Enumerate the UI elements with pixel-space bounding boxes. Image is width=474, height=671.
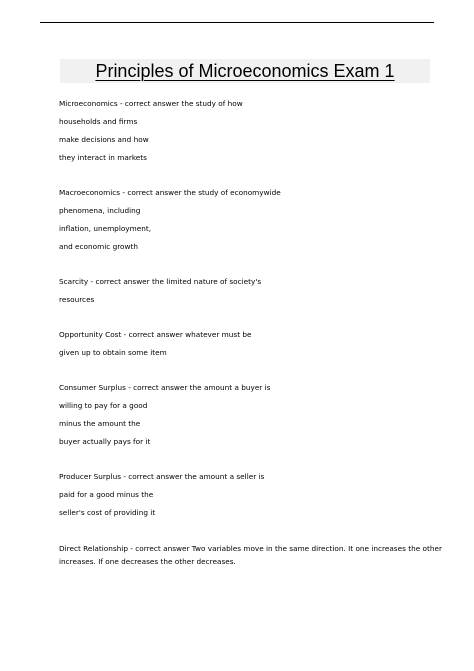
term-line: inflation, unemployment, xyxy=(59,224,152,233)
term-line: seller's cost of providing it xyxy=(59,508,156,517)
term-direct-relationship xyxy=(59,539,449,568)
term-line: Producer Surplus - correct answer the amount a seller is xyxy=(59,472,265,481)
term-line: Scarcity - correct answer the limited nature of society's xyxy=(59,277,262,286)
top-divider xyxy=(40,22,434,23)
term-line: they interact in markets xyxy=(59,153,147,162)
flashcard-list xyxy=(59,95,449,585)
term-line: make decisions and how xyxy=(59,135,149,144)
term-line: and economic growth xyxy=(59,242,138,251)
term-line: Macroeconomics - correct answer the study of economywide xyxy=(59,188,281,197)
term-line: Consumer Surplus - correct answer the amount a buyer is xyxy=(59,383,271,392)
term-line: households and firms xyxy=(59,117,138,126)
term-line: Direct Relationship - correct answer Two variables move in the same direction. It one increases the other increases. If one decreases the other decreases. xyxy=(59,544,442,566)
term-line: given up to obtain some item xyxy=(59,348,167,357)
term-scarcity xyxy=(59,273,449,309)
term-line: paid for a good minus the xyxy=(59,490,154,499)
term-macroeconomics xyxy=(59,184,449,256)
page-title: Principles of Microeconomics Exam 1 xyxy=(95,61,395,81)
term-opportunity-cost xyxy=(59,326,449,362)
term-line: minus the amount the xyxy=(59,419,141,428)
term-line: phenomena, including xyxy=(59,206,141,215)
term-line: Microeconomics - correct answer the study of how xyxy=(59,99,243,108)
term-consumer-surplus xyxy=(59,379,449,451)
title-banner xyxy=(60,59,430,83)
term-producer-surplus xyxy=(59,468,449,522)
term-line: Opportunity Cost - correct answer whatever must be xyxy=(59,330,252,339)
term-line: willing to pay for a good xyxy=(59,401,148,410)
term-line: buyer actually pays for it xyxy=(59,437,151,446)
term-microeconomics xyxy=(59,95,449,167)
term-line: resources xyxy=(59,295,95,304)
